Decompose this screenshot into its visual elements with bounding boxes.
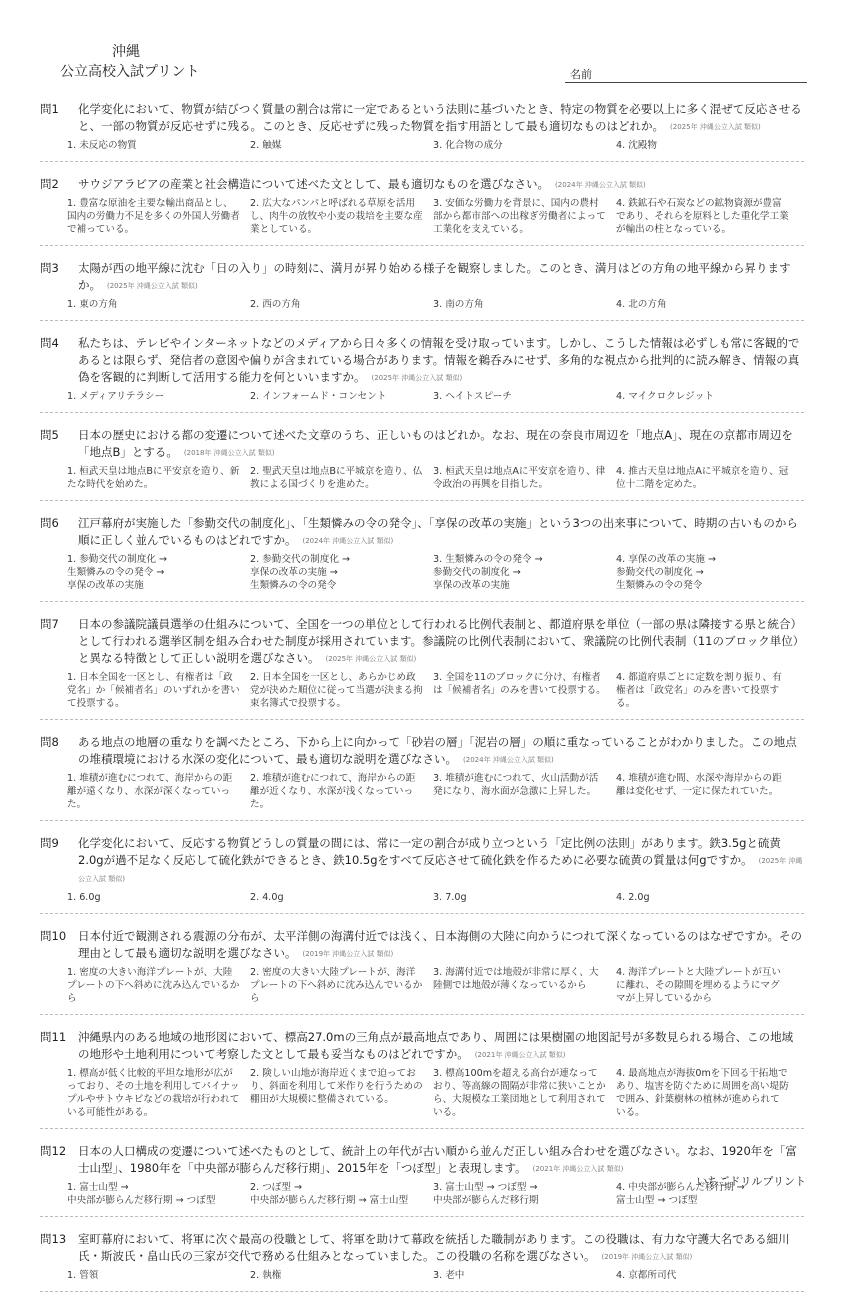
question-source: (2018年 沖縄公立入試 類似) — [183, 449, 275, 457]
answer-choice: 2. 4.0g — [250, 892, 284, 903]
answer-choice: 3. 南の方角 — [433, 299, 484, 310]
question-block — [40, 331, 804, 413]
brand-footer: いちごドリルプリント — [696, 1175, 806, 1188]
answer-choice: 3. 7.0g — [433, 892, 467, 903]
answer-choice: 2. 日本全国を一区とし、あらかじめ政党が決めた順位に従って当選が決まる拘束名簿式で投票する。 — [250, 672, 423, 709]
question-body: 江戸幕府が実施した「参勤交代の制度化」、「生類憐みの令の発令」、「享保の改革の実施」という3つの出来事について、時期の古いものから順に正しく並んでいるものはどれですか。 — [78, 516, 798, 547]
answer-choice: 4. マイクロクレジット — [616, 391, 714, 402]
answer-choice: 4. 北の方角 — [616, 299, 667, 310]
question-list — [40, 97, 804, 1302]
question-number: 問1 — [40, 102, 59, 116]
choice-list — [67, 465, 804, 491]
answer-choice: 1. 標高が低く比較的平坦な地形が広がっており、その土地を利用してパイナップルやサトウキビなどの栽培が行われている可能性がある。 — [67, 1068, 240, 1118]
question-body: 日本の歴史における都の変遷について述べた文章のうち、正しいものはどれか。なお、現在の奈良市周辺を「地点A」、現在の京都市周辺を「地点B」とする。 — [78, 428, 793, 459]
answer-choice: 3. 富士山型 → つぼ型 → 中央部が膨らんだ移行期 — [433, 1182, 539, 1206]
choice-list — [67, 1269, 804, 1282]
question-body: 室町幕府において、将軍に次ぐ最高の役職として、将軍を助けて幕政を統括した職制があります。この役職は、有力な守護大名である細川氏・斯波氏・畠山氏の三家が交代で務める仕組みとなっていました。この役職の名称を選びなさい。 — [78, 1232, 790, 1263]
question-number: 問8 — [40, 735, 59, 749]
answer-choice: 3. ヘイトスピーチ — [433, 391, 512, 402]
question-body: サウジアラビアの産業と社会構造について述べた文として、最も適切なものを選びなさい。 — [78, 177, 550, 191]
answer-choice: 1. 管領 — [67, 1270, 99, 1281]
choice-list — [67, 298, 804, 311]
choice-list — [67, 139, 804, 152]
question-block — [40, 511, 804, 602]
question-text — [78, 616, 804, 668]
choice-list — [67, 1181, 804, 1207]
choice-list — [67, 772, 804, 811]
choice-list — [67, 891, 804, 904]
answer-choice: 4. 堆積が進む間、水深や海岸からの距離は変化せず、一定に保たれていた。 — [616, 773, 782, 797]
choice-list — [67, 966, 804, 1005]
answer-choice: 2. 西の方角 — [250, 299, 301, 310]
question-text — [78, 335, 804, 387]
answer-choice: 2. 広大なパンパと呼ばれる草原を活用し、肉牛の放牧や小麦の栽培を主要な産業としている。 — [250, 198, 423, 235]
question-text — [78, 515, 804, 550]
question-number: 問5 — [40, 428, 59, 442]
choice-list — [67, 197, 804, 236]
question-text — [78, 176, 804, 194]
question-source: (2025年 沖縄公立入試 類似) — [371, 374, 463, 382]
worksheet-header — [0, 0, 848, 92]
question-source: (2025年 沖縄公立入試 類似) — [78, 857, 803, 883]
question-block — [40, 1139, 804, 1217]
answer-choice: 4. 京都所司代 — [616, 1270, 677, 1281]
answer-choice: 4. 最高地点が海抜0mを下回る干拓地であり、塩害を防ぐために周囲を高い堤防で囲み、針葉樹林の植林が進められている。 — [616, 1068, 789, 1118]
answer-choice: 3. 安価な労働力を背景に、国内の農村部から都市部への出稼ぎ労働者によって工業化を支えている。 — [433, 198, 606, 235]
question-source: (2021年 沖縄公立入試 類似) — [474, 1051, 566, 1059]
answer-choice: 4. 鉄鉱石や石炭などの鉱物資源が豊富であり、それらを原料とした重化学工業が輸出の柱となっている。 — [616, 198, 789, 235]
question-body: 沖縄県内のある地域の地形図において、標高27.0mの三角点が最高地点であり、周囲には果樹園の地図記号が多数見られる場合、この地域の地形や土地利用について考察した文として最も妥当なものはどれですか。 — [78, 1030, 794, 1061]
question-text — [78, 101, 804, 136]
question-block — [40, 256, 804, 321]
question-body: 日本付近で観測される震源の分布が、太平洋側の海溝付近では浅く、日本海側の大陸に向かうにつれて深くなっているのはなぜですか。その理由として最も適切な説明を選びなさい。 — [78, 929, 803, 960]
question-block — [40, 924, 804, 1015]
question-block — [40, 831, 804, 914]
question-body: 日本の参議院議員選挙の仕組みについて、全国を一つの単位として行われる比例代表制と、都道府県を単位（一部の県は隣接する県と統合）として行われる選挙区制を組み合わせた制度が採用されています。参議院の比例代表制において、衆議院の比例代表制（11のブロック単位）と異なる特徴として正しい説明を選びなさい。 — [78, 617, 803, 665]
answer-choice: 4. 沈殿物 — [616, 140, 657, 151]
answer-choice: 1. 堆積が進むにつれて、海岸からの距離が遠くなり、水深が深くなっていった。 — [67, 773, 233, 810]
question-block — [40, 1227, 804, 1292]
question-block — [40, 423, 804, 501]
worksheet-title: 公立高校入試プリント — [60, 64, 200, 80]
answer-choice: 4. 推古天皇は地点Aに平城京を造り、冠位十二階を定めた。 — [616, 466, 789, 490]
question-source: (2021年 沖縄公立入試 類似) — [532, 1165, 624, 1173]
answer-choice: 2. インフォームド・コンセント — [250, 391, 387, 402]
answer-choice: 2. 聖武天皇は地点Bに平城京を造り、仏教による国づくりを進めた。 — [250, 466, 423, 490]
question-number: 問7 — [40, 617, 59, 631]
question-text — [78, 427, 804, 462]
name-label: 名前 — [570, 68, 592, 81]
answer-choice: 4. 享保の改革の実施 → 参勤交代の制度化 → 生類憐みの令の発令 — [616, 554, 717, 591]
answer-choice: 3. 桓武天皇は地点Aに平安京を造り、律令政治の再興を目指した。 — [433, 466, 606, 490]
answer-choice: 2. 密度の大きい大陸プレートが、海洋プレートの下へ斜めに沈み込んでいるから — [250, 967, 423, 1004]
question-number: 問13 — [40, 1232, 67, 1246]
question-text — [78, 835, 804, 888]
answer-choice: 3. 海溝付近では地殻が非常に厚く、大陸側では地殻が薄くなっているから — [433, 967, 599, 991]
answer-choice: 3. 生類憐みの令の発令 → 参勤交代の制度化 → 享保の改革の実施 — [433, 554, 543, 591]
question-text — [78, 1029, 804, 1064]
answer-choice: 1. 日本全国を一区とし、有権者は「政党名」か「候補者名」のいずれかを書いて投票する。 — [67, 672, 240, 709]
name-writing-line — [565, 82, 807, 83]
question-body: 化学変化において、反応する物質どうしの質量の間には、常に一定の割合が成り立つという「定比例の法則」があります。鉄3.5gと硫黄2.0gが過不足なく反応して硫化鉄ができるとき、鉄10.5gをすべて反応させて硫化鉄を作るために必要な硫黄の質量は何gですか。 — [78, 836, 781, 867]
question-number: 問2 — [40, 177, 59, 191]
question-source: (2024年 沖縄公立入試 類似) — [302, 537, 394, 545]
question-number: 問12 — [40, 1144, 67, 1158]
question-number: 問9 — [40, 836, 59, 850]
answer-choice: 1. 東の方角 — [67, 299, 118, 310]
question-body: 日本の人口構成の変遷について述べたものとして、統計上の年代が古い順から並んだ正しい組み合わせを選びなさい。なお、1920年を「富士山型」、1980年を「中央部が膨らんだ移行期」、2015年を「つぼ型」と表現します。 — [78, 1144, 797, 1175]
question-source: (2024年 沖縄公立入試 類似) — [463, 756, 554, 764]
question-text — [78, 1231, 804, 1266]
choice-list — [67, 390, 804, 403]
prefecture-title: 沖縄 — [112, 44, 140, 60]
question-body: ある地点の地層の重なりを調べたところ、下から上に向かって「砂岩の層」「泥岩の層」の順に重なっていることがわかりました。この地点の堆積環境における水深の変化について、最も適切な説明を選びなさい。 — [78, 735, 797, 766]
answer-choice: 3. 標高100mを超える高台が連なっており、等高線の間隔が非常に狭いことから、大規模な工業団地として利用されている。 — [433, 1068, 606, 1118]
question-number: 問4 — [40, 336, 59, 350]
answer-choice: 3. 老中 — [433, 1270, 465, 1281]
answer-choice: 1. 6.0g — [67, 892, 101, 903]
question-text — [78, 1143, 804, 1178]
answer-choice: 3. 堆積が進むにつれて、火山活動が活発になり、海水面が急激に上昇した。 — [433, 773, 599, 797]
question-number: 問3 — [40, 261, 59, 275]
choice-list — [67, 553, 804, 592]
question-block — [40, 1025, 804, 1129]
answer-choice: 2. つぼ型 → 中央部が膨らんだ移行期 → 富士山型 — [250, 1182, 409, 1206]
answer-choice: 4. 中央部が膨らんだ移行期 → 富士山型 → つぼ型 — [616, 1182, 745, 1206]
question-block — [40, 730, 804, 821]
question-body: 化学変化において、物質が結びつく質量の割合は常に一定であるという法則に基づいたとき、特定の物質を必要以上に多く混ぜて反応させると、一部の物質が反応せずに残る。このとき、反応せずに残った物質を指す用語として最も適切なものはどれか。 — [78, 102, 802, 133]
question-number: 問6 — [40, 516, 59, 530]
answer-choice: 2. 執権 — [250, 1270, 282, 1281]
answer-choice: 3. 全国を11のブロックに分け、有権者は「候補者名」のみを書いて投票する。 — [433, 672, 606, 696]
answer-choice: 2. 参勤交代の制度化 → 享保の改革の実施 → 生類憐みの令の発令 — [250, 554, 351, 591]
answer-choice: 2. 険しい山地が海岸近くまで迫っており、斜面を利用して米作りを行うための棚田が大規模に整備されている。 — [250, 1068, 423, 1105]
choice-list — [67, 1067, 804, 1119]
answer-choice: 1. 桓武天皇は地点Bに平安京を造り、新たな時代を始めた。 — [67, 466, 240, 490]
question-source: (2019年 沖縄公立入試 類似) — [302, 950, 394, 958]
answer-choice: 1. 豊富な原油を主要な輸出商品とし、国内の労働力不足を多くの外国人労働者で補っている。 — [67, 198, 240, 235]
answer-choice: 4. 海洋プレートと大陸プレートが互いに離れ、その隙間を埋めるようにマグマが上昇しているから — [616, 967, 781, 1004]
question-source: (2019年 沖縄公立入試 類似) — [601, 1253, 693, 1261]
answer-choice: 4. 都道府県ごとに定数を割り振り、有権者は「政党名」のみを書いて投票する。 — [616, 672, 782, 709]
answer-choice: 3. 化合物の成分 — [433, 140, 503, 151]
question-block — [40, 612, 804, 720]
question-body: 太陽が西の地平線に沈む「日の入り」の時刻に、満月が昇り始める様子を観察しました。このとき、満月はどの方角の地平線から昇りますか。 — [78, 261, 791, 292]
question-source: (2025年 沖縄公立入試 類似) — [325, 655, 417, 663]
question-number: 問10 — [40, 929, 67, 943]
answer-choice: 1. 未反応の物質 — [67, 140, 137, 151]
question-number: 問11 — [40, 1030, 67, 1044]
answer-choice: 2. 触媒 — [250, 140, 282, 151]
question-block — [40, 97, 804, 162]
question-text — [78, 928, 804, 963]
answer-choice: 1. 富士山型 → 中央部が膨らんだ移行期 → つぼ型 — [67, 1182, 216, 1206]
answer-choice: 1. 密度の大きい海洋プレートが、大陸プレートの下へ斜めに沈み込んでいるから — [67, 967, 240, 1004]
answer-choice: 4. 2.0g — [616, 892, 650, 903]
question-text — [78, 734, 804, 769]
question-block — [40, 172, 804, 246]
question-source: (2025年 沖縄公立入試 類似) — [670, 123, 761, 131]
answer-choice: 1. メディアリテラシー — [67, 391, 165, 402]
answer-choice: 1. 参勤交代の制度化 → 生類憐みの令の発令 → 享保の改革の実施 — [67, 554, 168, 591]
question-text — [78, 260, 804, 295]
question-source: (2025年 沖縄公立入試 類似) — [107, 282, 198, 290]
question-source: (2024年 沖縄公立入試 類似) — [555, 181, 646, 189]
choice-list — [67, 671, 804, 710]
question-body: 私たちは、テレビやインターネットなどのメディアから日々多くの情報を受け取っています。しかし、こうした情報は必ずしも常に客観的であるとは限らず、発信者の意図や偏りが含まれている場合があります。情報を鵜呑みにせず、多角的な視点から批判的に読み解き、情報の真偽を客観的に判断して活用する能力を何といいますか。 — [78, 336, 800, 384]
answer-choice: 2. 堆積が進むにつれて、海岸からの距離が近くなり、水深が浅くなっていった。 — [250, 773, 416, 810]
